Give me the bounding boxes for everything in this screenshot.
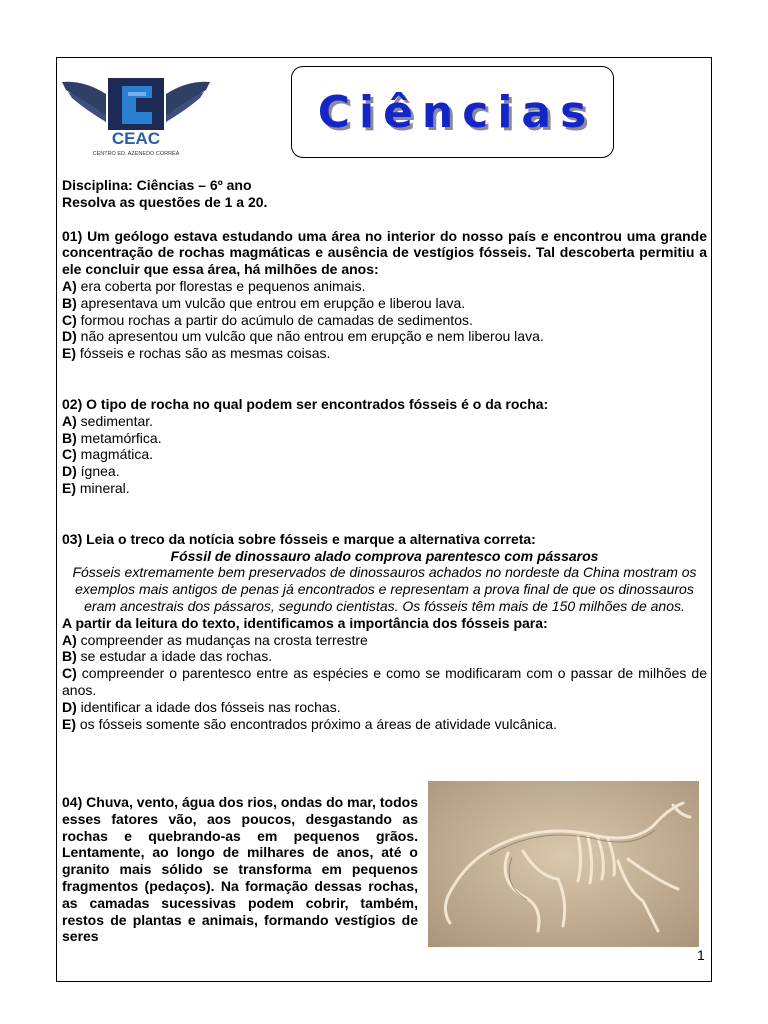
logo-subtext: CENTRO ED. AZENEDO CORRÊA — [92, 151, 180, 157]
logo-text: CEAC — [111, 129, 161, 148]
q2-option-b: B) metamórfica. — [62, 429, 162, 446]
q1-option-a: A) era coberta por florestas e pequenos animais. — [62, 277, 366, 294]
q1-option-c: C) formou rochas a partir do acúmulo de camadas de sedimentos. — [62, 311, 473, 328]
q2-option-c: C) magmática. — [62, 446, 154, 463]
q2-option-e: E) mineral. — [62, 479, 130, 496]
ceac-logo — [62, 76, 210, 158]
title-box — [291, 66, 614, 158]
q1-option-d: D) não apresentou um vulcão que não entrou em erupção e nem liberou lava. — [62, 328, 544, 345]
q1-option-b: B) apresentava um vulcão que entrou em erupção e liberou lava. — [62, 294, 466, 311]
q3-option-a: A) compreender as mudanças na crosta terrestre — [62, 631, 368, 648]
q2-option-d: D) ígnea. — [62, 463, 120, 480]
page-number: 1 — [697, 947, 705, 963]
question-3-stem: 03) Leia o treco da notícia sobre fósseis e marque a alternativa correta: — [62, 530, 536, 547]
q3-option-b: B) se estudar a idade das rochas. — [62, 648, 273, 665]
intro-line-2: Resolva as questões de 1 a 20. — [62, 193, 268, 210]
q3-option-d: D) identificar a idade dos fósseis nas rochas. — [62, 698, 341, 715]
question-2-stem: 02) O tipo de rocha no qual podem ser encontrados fósseis é o da rocha: — [62, 395, 549, 412]
q3-option-e: E) os fósseis somente são encontrados próximo a áreas de atividade vulcânica. — [62, 715, 557, 732]
page-title: Ciências — [317, 86, 596, 138]
article-body: Fósseis extremamente bem preservados de dinossauros achados no nordeste da China mostram os exemplos mais antigos de penas já encontrados e representam a prova final de que os dinossauros eram ancestrais dos pássaros, segundo cientistas. Os fósseis têm mais de 150 milhões de anos. — [72, 564, 697, 614]
question-1-stem: 01) Um geólogo estava estudando uma área no interior do nosso país e encontrou uma grande concentração de rochas magmáticas e ausência de vestígios fósseis. Tal descoberta permitiu a ele concluir que essa área, há milhões de anos: — [62, 227, 707, 278]
q2-option-a: A) sedimentar. — [62, 412, 154, 429]
q3-option-c: C) compreender o parentesco entre as espécies e como se modificaram com o passar de milhões de anos. — [62, 665, 707, 698]
question-3-prompt: A partir da leitura do texto, identificamos a importância dos fósseis para: — [62, 614, 548, 631]
dinosaur-fossil-image — [428, 781, 699, 947]
q1-option-e: E) fósseis e rochas são as mesmas coisas. — [62, 345, 331, 362]
document-body — [62, 177, 707, 732]
question-4-text: 04) Chuva, vento, água dos rios, ondas do mar, todos esses fatores vão, aos poucos, desgastando as rochas e quebrando-as em pequenos grãos. Lentamente, ao longo de milhares de anos, até o granito mais sólido se transforma em pequenos fragmentos (pedaços). Na formação dessas rochas, as camadas sucessivas podem cobrir, também, restos de plantas e animais, formando vestígios de seres — [62, 794, 418, 945]
intro-line-1: Disciplina: Ciências – 6º ano — [62, 177, 252, 193]
article-title: Fóssil de dinossauro alado comprova parentesco com pássaros — [170, 547, 599, 564]
